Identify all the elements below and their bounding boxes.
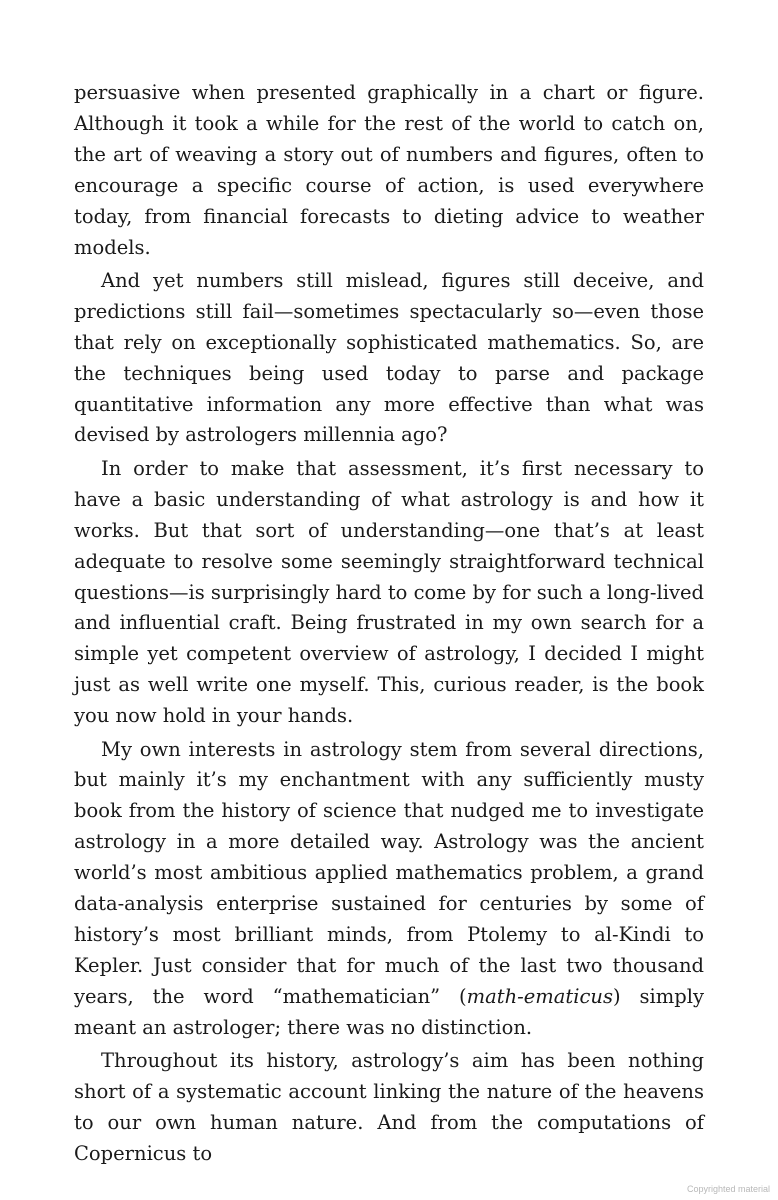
paragraph-4 [74, 735, 704, 1044]
copyright-watermark: Copyrighted material [686, 1184, 770, 1194]
paragraph-5: Throughout its history, astrology’s aim has been nothing short of a systematic account linking the nature of the heavens to our own human nature. And from the computations of Copernicus to [74, 1049, 704, 1165]
paragraph-1: persuasive when presented graphically in a chart or figure. Although it took a while for the rest of the world to catch on, the art of weaving a story out of numbers and figures, often to encourage a specific course of action, is used everywhere today, from financial forecasts to dieting advice to weather models. [74, 81, 704, 259]
paragraph-4-italic-term: math-ematicus [466, 984, 613, 1008]
paragraph-3: In order to make that assessment, it’s first necessary to have a basic understanding of what astrology is and how it works. But that sort of understanding—one that’s at least adequate to resolve some seemingly straightforward technical questions—is surprisingly hard to come by for such a long-lived and influential craft. Being frustrated in my own search for a simple yet competent overview of astrology, I decided I might just as well write one myself. This, curious reader, is the book you now hold in your hands. [74, 456, 704, 728]
page-body [74, 78, 704, 1172]
paragraph-4-text-after: ) simply meant an astrologer; there was no distinction. [74, 984, 704, 1039]
paragraph-2: And yet numbers still mislead, figures still deceive, and predictions still fail—sometimes spectacularly so—even those that rely on exceptionally sophisticated mathematics. So, are the techniques being used today to parse and package quantitative information any more effective than what was devised by astrologers millennia ago? [74, 268, 704, 447]
paragraph-4-text-before: My own interests in astrology stem from several directions, but mainly it’s my enchantment with any sufficiently musty book from the history of science that nudged me to investigate astrology in a more detailed way. Astrology was the ancient world’s most ambitious applied mathematics problem, a grand data-analysis enterprise sustained for centuries by some of history’s most brilliant minds, from Ptolemy to al-Kindi to Kepler. Just consider that for much of the last two thousand years, the word “mathematician” ( [74, 737, 704, 1008]
